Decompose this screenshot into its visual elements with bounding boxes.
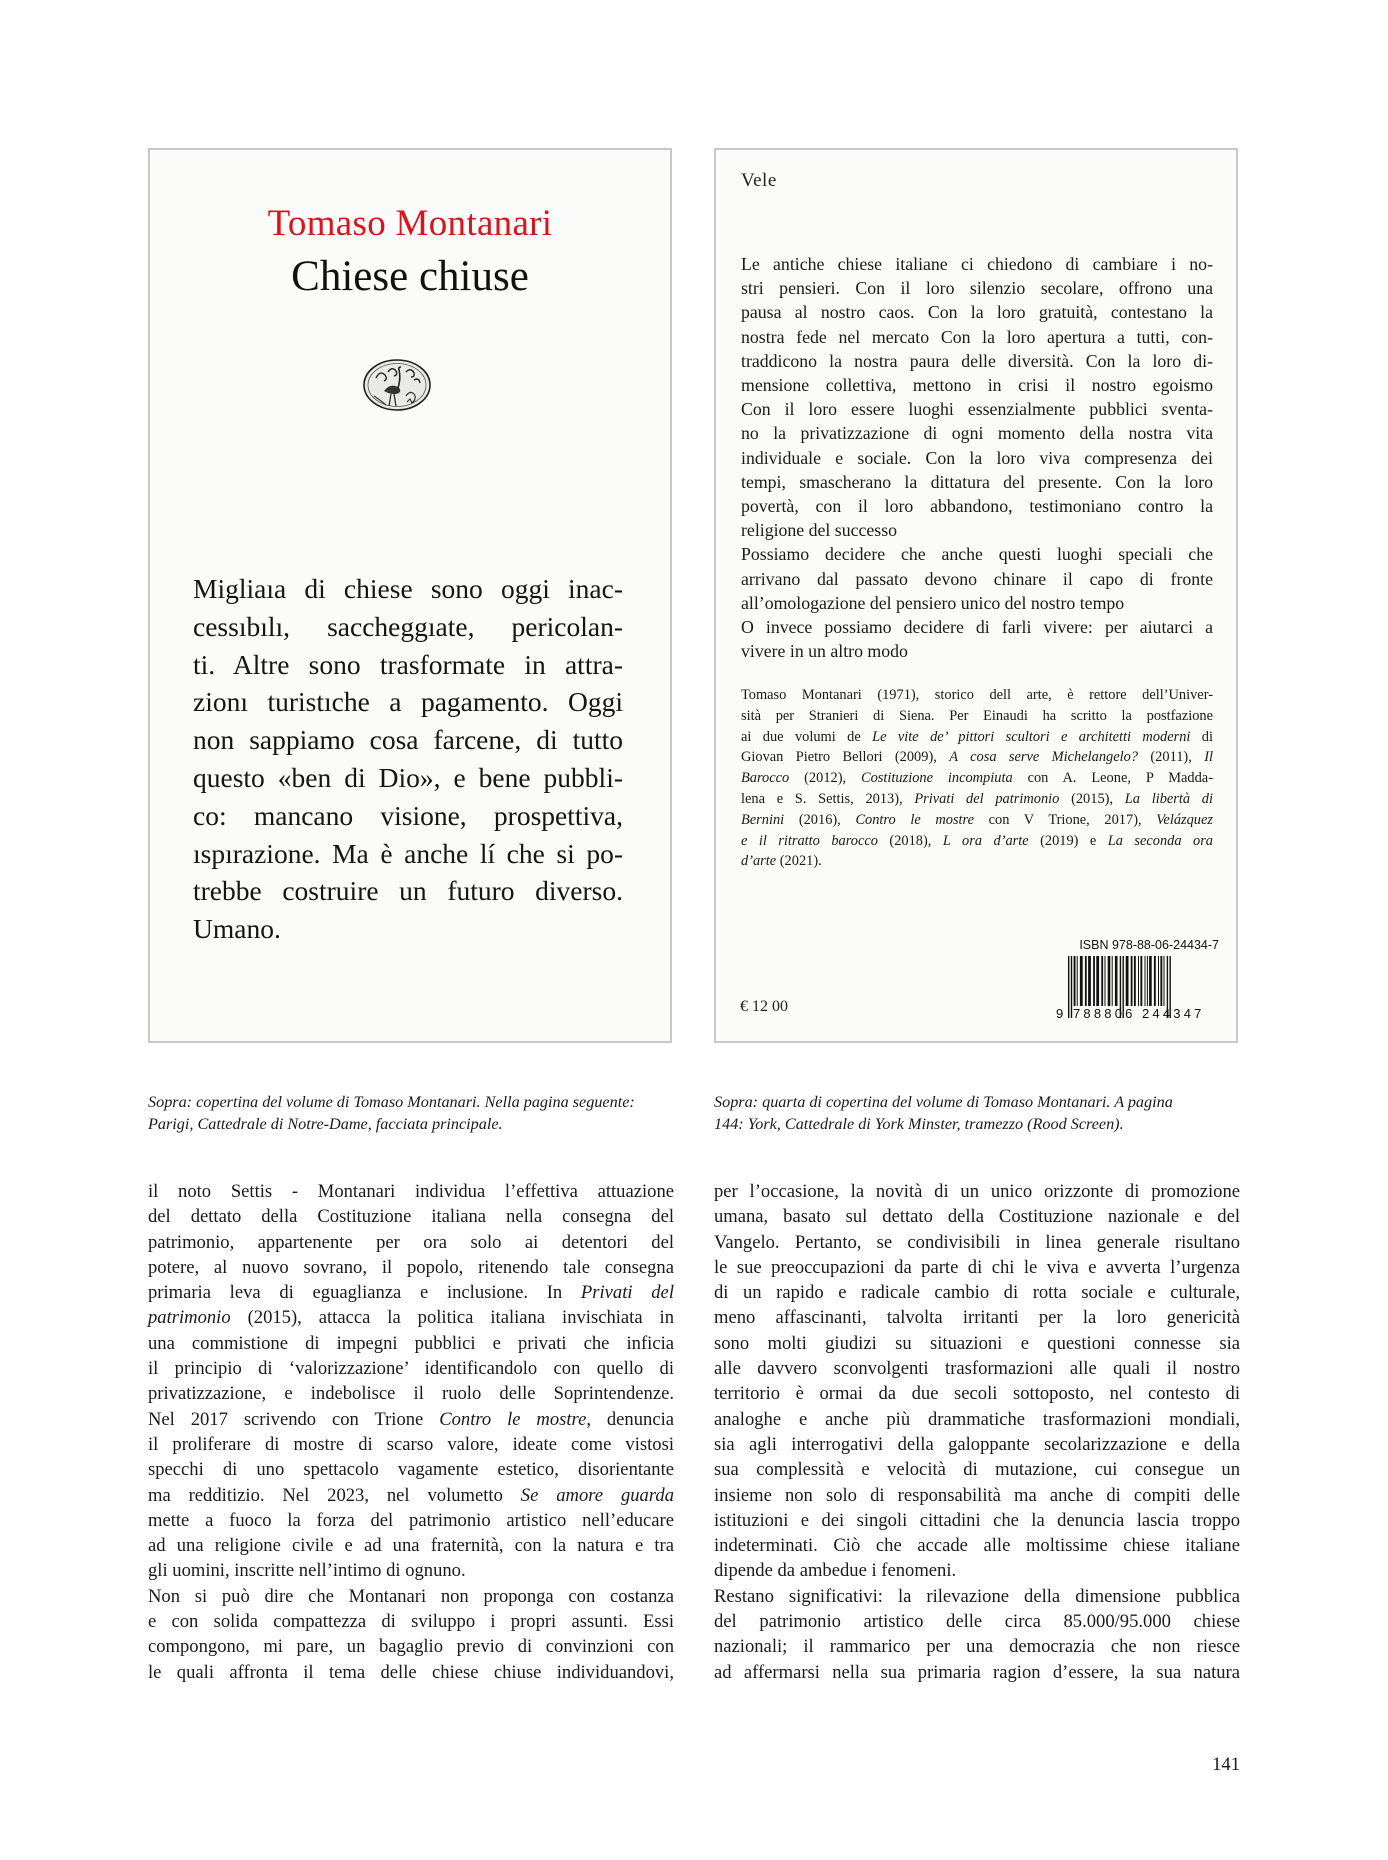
body-line: patrimonio (2015), attacca la politica italiana invischiata in: [148, 1307, 674, 1329]
back-text-line: Le antiche chiese italiane ci chiedono di cambiare i no-: [741, 254, 1213, 274]
barcode-bar: [1080, 956, 1083, 1006]
bio-line: sità per Stranieri di Siena. Per Einaudi ha scritto la postfazione: [741, 707, 1213, 724]
front-cover-image: [148, 148, 672, 1043]
barcode-bar: [1149, 956, 1152, 1006]
barcode-bar: [1096, 956, 1099, 1006]
body-line: analoghe e anche più drammatiche trasformazioni mondiali,: [714, 1408, 1240, 1430]
back-text-line: vivere in un altro modo: [741, 641, 908, 662]
back-text-line: pausa al nostro caos. Con la loro gratuità, contestano la: [741, 302, 1213, 323]
barcode-bar: [1147, 956, 1148, 1006]
caption-line: Sopra: copertina del volume di Tomaso Montanari. Nella pagina seguente:: [148, 1093, 635, 1111]
body-line: di un rapido e radicale cambio di rotta sociale e culturale,: [714, 1282, 1240, 1304]
barcode-bar: [1108, 956, 1111, 1006]
caption-back-cover: [714, 1092, 1259, 1135]
body-line: indeterminati. Ciò che accade alle moltissime chiese italiane: [714, 1535, 1240, 1557]
body-line: gli uomini, inscritte nell’intimo di ognuno.: [148, 1560, 466, 1582]
body-line: e con solida compattezza di sviluppo i propri assunti. Essi: [148, 1611, 674, 1633]
back-cover-text: [741, 252, 1213, 663]
body-line: insieme non solo di responsabilità ma anche di compiti delle: [714, 1484, 1240, 1506]
body-line: meno affascinanti, talvolta irritanti per la loro genericità: [714, 1307, 1240, 1329]
blurb-line: Migliaıa di chiese sono oggi inac-: [193, 573, 623, 604]
blurb-line: trebbe costruire un futuro diverso.: [193, 875, 623, 907]
blurb-line: Umano.: [193, 913, 281, 945]
caption-line: Parigi, Cattedrale di Notre-Dame, facciata principale.: [148, 1114, 503, 1133]
body-line: privatizzazione, e indebolisce il ruolo delle Soprintendenze.: [148, 1383, 674, 1405]
body-line: patrimonio, appartenente per ora solo ai detentori del: [148, 1231, 674, 1253]
body-line: nazionali; il rammarico per una democrazia che non riesce: [714, 1636, 1240, 1658]
cover-title: Chiese chiuse: [291, 253, 529, 300]
series-name: Vele: [741, 170, 777, 191]
body-line: Non si può dire che Montanari non proponga con costanza: [148, 1585, 674, 1607]
caption-front-cover: [148, 1092, 693, 1135]
barcode-bar: [1093, 956, 1095, 1006]
cover-author: Tomaso Montanari: [267, 203, 553, 244]
body-line: una commistione di impegni pubblici e privati che inficia: [148, 1332, 674, 1354]
blurb-line: questo «ben di Dio», e bene pubbli-: [193, 761, 623, 793]
barcode-bar: [1115, 956, 1118, 1006]
barcode-bar: [1131, 956, 1133, 1006]
back-text-line: individuale e sociale. Con la loro viva compresenza dei: [741, 447, 1213, 468]
barcode-digit-group: 788806: [1073, 1006, 1136, 1020]
back-cover-image: [714, 148, 1238, 1043]
barcode-bar: [1077, 956, 1078, 1006]
body-line: le sue preoccupazioni da parte di chi le viva e avverta l’urgenza: [714, 1256, 1240, 1278]
body-line: compongono, mi pare, un bagaglio previo di convinzioni con: [148, 1636, 674, 1658]
body-line: sua complessità e velocità di mutazione, cui consegue un: [714, 1459, 1240, 1481]
body-line: Restano significativi: la rilevazione della dimensione pubblica: [714, 1585, 1240, 1607]
bio-line: Tomaso Montanari (1971), storico dell arte, è rettore dell’Univer-: [741, 687, 1213, 703]
price-label: € 12 00: [740, 998, 788, 1015]
barcode-bar: [1085, 956, 1087, 1006]
barcode-bar: [1154, 956, 1156, 1006]
bio-line: d’arte (2021).: [741, 853, 822, 870]
barcode-bar: [1074, 956, 1076, 1006]
body-column-left: [148, 1179, 674, 1685]
blurb-line: zionı turistıche a pagamento. Oggi: [193, 686, 623, 718]
body-line: il noto Settis - Montanari individua l’effettiva attuazione: [148, 1181, 674, 1202]
body-column-right: [714, 1179, 1240, 1685]
body-line: mette a fuoco la forza del patrimonio artistico nell’educare: [148, 1509, 674, 1531]
back-text-line: O invece possiamo decidere di farli vivere: per aiutarci a: [741, 617, 1213, 638]
page-number: 141: [1212, 1754, 1240, 1775]
author-bio: [741, 685, 1213, 872]
back-text-line: Possiamo decidere che anche questi luoghi speciali che: [741, 544, 1213, 565]
blurb-line: cessıbılı, saccheggıate, pericolan-: [193, 610, 623, 642]
body-line: per l’occasione, la novità di un unico orizzonte di promozione: [714, 1181, 1240, 1202]
barcode-bar: [1140, 956, 1142, 1006]
cover-blurb: [193, 570, 623, 948]
caption-line: Sopra: quarta di copertina del volume di Tomaso Montanari. A pagina: [714, 1093, 1173, 1111]
barcode-bar: [1134, 956, 1136, 1006]
blurb-line: ti. Altre sono trasformate in attra-: [193, 648, 623, 680]
body-line: del dettato della Costituzione italiana nella consegna del: [148, 1206, 674, 1228]
body-line: primaria leva di eguaglianza e inclusione. In Privati del: [148, 1282, 674, 1304]
body-line: ma redditizio. Nel 2023, nel volumetto Se amore guarda: [148, 1484, 674, 1506]
body-line: del patrimonio artistico delle circa 85.000/95.000 chiese: [714, 1611, 1240, 1633]
blurb-line: ıspırazione. Ma è anche lí che si po-: [193, 837, 623, 869]
bio-line: Bernini (2016), Contro le mostre con V Trione, 2017), Velázquez: [741, 811, 1213, 828]
barcode-bar: [1126, 956, 1129, 1006]
barcode-icon: [1056, 956, 1216, 1020]
back-text-line: Con il loro essere luoghi essenzialmente pubblici sventa-: [741, 399, 1213, 420]
body-line: Vangelo. Pertanto, se condivisibili in linea generale risultano: [714, 1231, 1240, 1253]
barcode-bar: [1071, 956, 1072, 1018]
caption-line: 144: York, Cattedrale di York Minster, tramezzo (Rood Screen).: [714, 1114, 1124, 1133]
back-text-line: mensione collettiva, mettono in crisi il nostro egoismo: [741, 375, 1213, 396]
body-line: sia agli interrogativi della galoppante secolarizzazione e della: [714, 1433, 1240, 1455]
isbn-label: ISBN 978-88-06-24434-7: [1079, 938, 1219, 952]
body-line: alle davvero sconvolgenti trasformazioni alle quali il nostro: [714, 1358, 1240, 1380]
body-line: ad una religione civile e ad una fraternità, con la natura e tra: [148, 1535, 674, 1557]
back-text-line: all’omologazione del pensiero unico del nostro tempo: [741, 592, 1125, 613]
body-line: potere, al nuovo sovrano, il popolo, ritenendo tale consegna: [148, 1256, 674, 1278]
barcode-bar: [1160, 956, 1162, 1006]
einaudi-ostrich-emblem-icon: [362, 358, 432, 412]
back-text-line: traddicono la nostra paura delle diversità. Con la loro di-: [741, 350, 1213, 371]
body-line: specchi di uno spettacolo vagamente estetico, disorientante: [148, 1459, 674, 1481]
barcode-bar: [1088, 956, 1091, 1006]
back-text-line: stri pensieri. Con il loro silenzio secolare, offrono una: [741, 278, 1213, 299]
back-text-line: tempi, smascherano la dittatura del presente. Con la loro: [741, 471, 1213, 492]
body-line: sono molti giudizi su situazioni e questioni connesse sia: [714, 1332, 1240, 1354]
barcode-bar: [1158, 956, 1159, 1006]
body-line: il proliferare di mostre di scarso valore, ideate come vistosi: [148, 1433, 674, 1455]
back-text-line: nostra fede nel mercato Con la loro apertura a tutti, con-: [741, 326, 1213, 347]
back-text-line: no la privatizzazione di ogni momento della nostra vita: [741, 423, 1213, 444]
barcode-bar: [1138, 956, 1139, 1006]
barcode-digit-group: 244347: [1142, 1006, 1205, 1020]
body-line: ad affermarsi nella sua primaria ragion d’essere, la sua natura: [714, 1661, 1240, 1683]
bio-line: Giovan Pietro Bellori (2009), A cosa serve Michelangelo? (2011), Il: [741, 749, 1214, 766]
back-text-line: arrivano dal passato devono chinare il capo di fronte: [741, 568, 1213, 589]
body-line: dipende da ambedue i fenomeni.: [714, 1560, 957, 1582]
barcode-bar: [1101, 956, 1103, 1006]
blurb-line: co: mancano visione, prospettiva,: [193, 799, 623, 831]
body-line: il principio di ‘valorizzazione’ identificandolo con quello di: [148, 1358, 674, 1380]
barcode-bar: [1105, 956, 1106, 1006]
barcode-bar: [1068, 956, 1069, 1018]
blurb-line: non sappiamo cosa farcene, di tutto: [193, 724, 623, 756]
body-line: le quali affronta il tema delle chiese chiuse individuandovi,: [148, 1661, 674, 1683]
barcode-bar: [1112, 956, 1113, 1006]
body-line: Nel 2017 scrivendo con Trione Contro le mostre, denuncia: [148, 1408, 674, 1430]
bio-line: ai due volumi de Le vite de’ pittori scultori e architetti moderni di: [741, 728, 1213, 745]
bio-line: e il ritratto barocco (2018), L ora d’arte (2019) e La seconda ora: [741, 832, 1213, 849]
barcode-bar: [1164, 956, 1165, 1006]
bio-line: lena e S. Settis, 2013), Privati del patrimonio (2015), La libertà di: [741, 790, 1213, 807]
barcode-digit-first: 9: [1056, 1006, 1064, 1020]
back-text-line: povertà, con il loro abbandono, testimoniano contro la: [741, 496, 1213, 517]
body-line: territorio è ormai da due secoli sottoposto, nel contesto di: [714, 1383, 1240, 1405]
bio-line: Barocco (2012), Costituzione incompiuta con A. Leone, P Madda-: [741, 770, 1213, 787]
body-line: istituzioni e dei singoli cittadini che la denuncia lascia troppo: [714, 1509, 1240, 1531]
back-text-line: religione del successo: [741, 520, 898, 541]
body-line: umana, basato sul dettato della Costituzione nazionale e del: [714, 1206, 1240, 1228]
barcode-bar: [1145, 956, 1146, 1006]
